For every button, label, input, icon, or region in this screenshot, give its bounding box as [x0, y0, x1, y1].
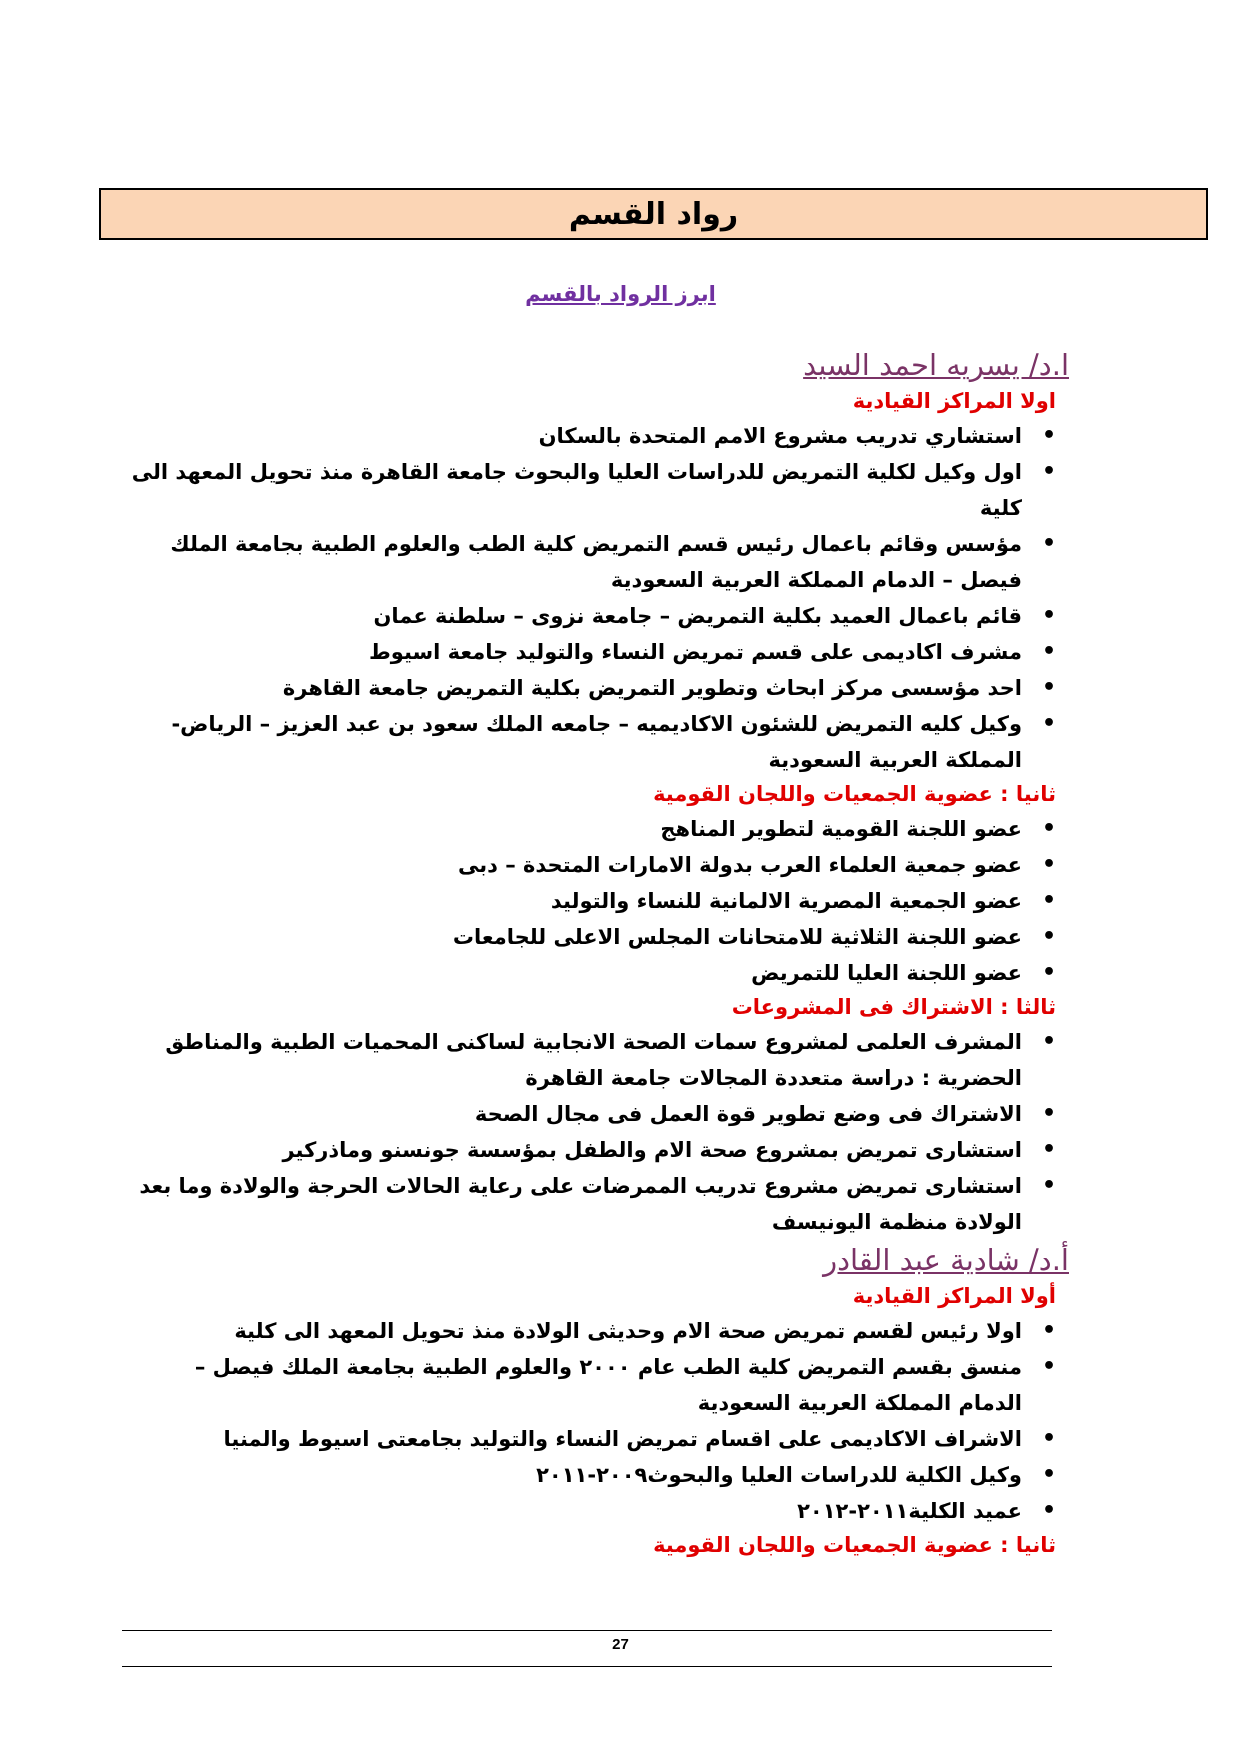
list-item: • استشاري تدريب مشروع الامم المتحدة بالسكان [126, 418, 1022, 454]
list-item: • استشارى تمريض مشروع تدريب الممرضات على رعاية الحالات الحرجة والولادة وما بعد الولادة منظمة اليونيسف [126, 1168, 1022, 1240]
content [126, 345, 1069, 1562]
list-item: • اولا رئيس لقسم تمريض صحة الام وحديثى الولادة منذ تحويل المعهد الى كلية [126, 1313, 1022, 1349]
list-item: • عميد الكلية٢٠١١-٢٠١٢ [126, 1493, 1022, 1529]
list-item: • مؤسس وقائم باعمال رئيس قسم التمريض كلية الطب والعلوم الطبية بجامعة الملك فيصل – الدمام المملكة العربية السعودية [126, 526, 1022, 598]
footer-divider-bottom [122, 1666, 1052, 1667]
person-name: ا.د/ يسريه احمد السيد [803, 348, 1069, 382]
list-item: • عضو اللجنة العليا للتمريض [126, 955, 1022, 991]
person-name: أ.د/ شادية عبد القادر [823, 1243, 1069, 1277]
list-item: • قائم باعمال العميد بكلية التمريض – جامعة نزوى – سلطنة عمان [126, 598, 1022, 634]
section-heading: ثالثا : الاشتراك فى المشروعات [731, 995, 1056, 1019]
page-number: 27 [612, 1636, 629, 1653]
section-heading: ثانيا : عضوية الجمعيات واللجان القومية [653, 782, 1056, 806]
section-list [126, 1024, 1056, 1240]
list-item: • منسق بقسم التمريض كلية الطب عام ٢٠٠٠ والعلوم الطبية بجامعة الملك فيصل – الدمام المملكة العربية السعودية [126, 1349, 1022, 1421]
list-item: • الاشتراك فى وضع تطوير قوة العمل فى مجال الصحة [126, 1096, 1022, 1132]
list-item: • عضو اللجنة الثلاثية للامتحانات المجلس الاعلى للجامعات [126, 919, 1022, 955]
section-list [126, 1313, 1056, 1529]
list-item: • استشارى تمريض بمشروع صحة الام والطفل بمؤسسة جونسنو وماذركير [126, 1132, 1022, 1168]
list-item: • وكيل الكلية للدراسات العليا والبحوث٢٠٠٩-٢٠١١ [126, 1457, 1022, 1493]
section-list [126, 811, 1056, 991]
page-title: رواد القسم [568, 196, 739, 232]
footer-divider-top [122, 1630, 1052, 1631]
section-list [126, 418, 1056, 778]
subtitle-text: ابرز الرواد بالقسم [525, 282, 716, 306]
list-item: • الاشراف الاكاديمى على اقسام تمريض النساء والتوليد بجامعتى اسيوط والمنيا [126, 1421, 1022, 1457]
list-item: • مشرف اكاديمى على قسم تمريض النساء والتوليد جامعة اسيوط [126, 634, 1022, 670]
list-item: • المشرف العلمى لمشروع سمات الصحة الانجابية لساكنى المحميات الطبية والمناطق الحضرية : دراسة متعددة المجالات جامعة القاهرة [126, 1024, 1022, 1096]
section-heading: اولا المراكز القيادية [852, 389, 1056, 413]
list-item: • عضو اللجنة القومية لتطوير المناهج [126, 811, 1022, 847]
subtitle [0, 282, 1241, 306]
page-title-box [99, 188, 1208, 240]
list-item: • عضو جمعية العلماء العرب بدولة الامارات المتحدة – دبى [126, 847, 1022, 883]
list-item: • احد مؤسسى مركز ابحاث وتطوير التمريض بكلية التمريض جامعة القاهرة [126, 670, 1022, 706]
list-item: • اول وكيل لكلية التمريض للدراسات العليا والبحوث جامعة القاهرة منذ تحويل المعهد الى كلية [126, 454, 1022, 526]
section-heading: أولا المراكز القيادية [852, 1284, 1056, 1308]
list-item: • عضو الجمعية المصرية الالمانية للنساء والتوليد [126, 883, 1022, 919]
section-heading: ثانيا : عضوية الجمعيات واللجان القومية [653, 1533, 1056, 1557]
list-item: • وكيل كليه التمريض للشئون الاكاديميه – جامعه الملك سعود بن عبد العزيز – الرياض- المملكة العربية السعودية [126, 706, 1022, 778]
